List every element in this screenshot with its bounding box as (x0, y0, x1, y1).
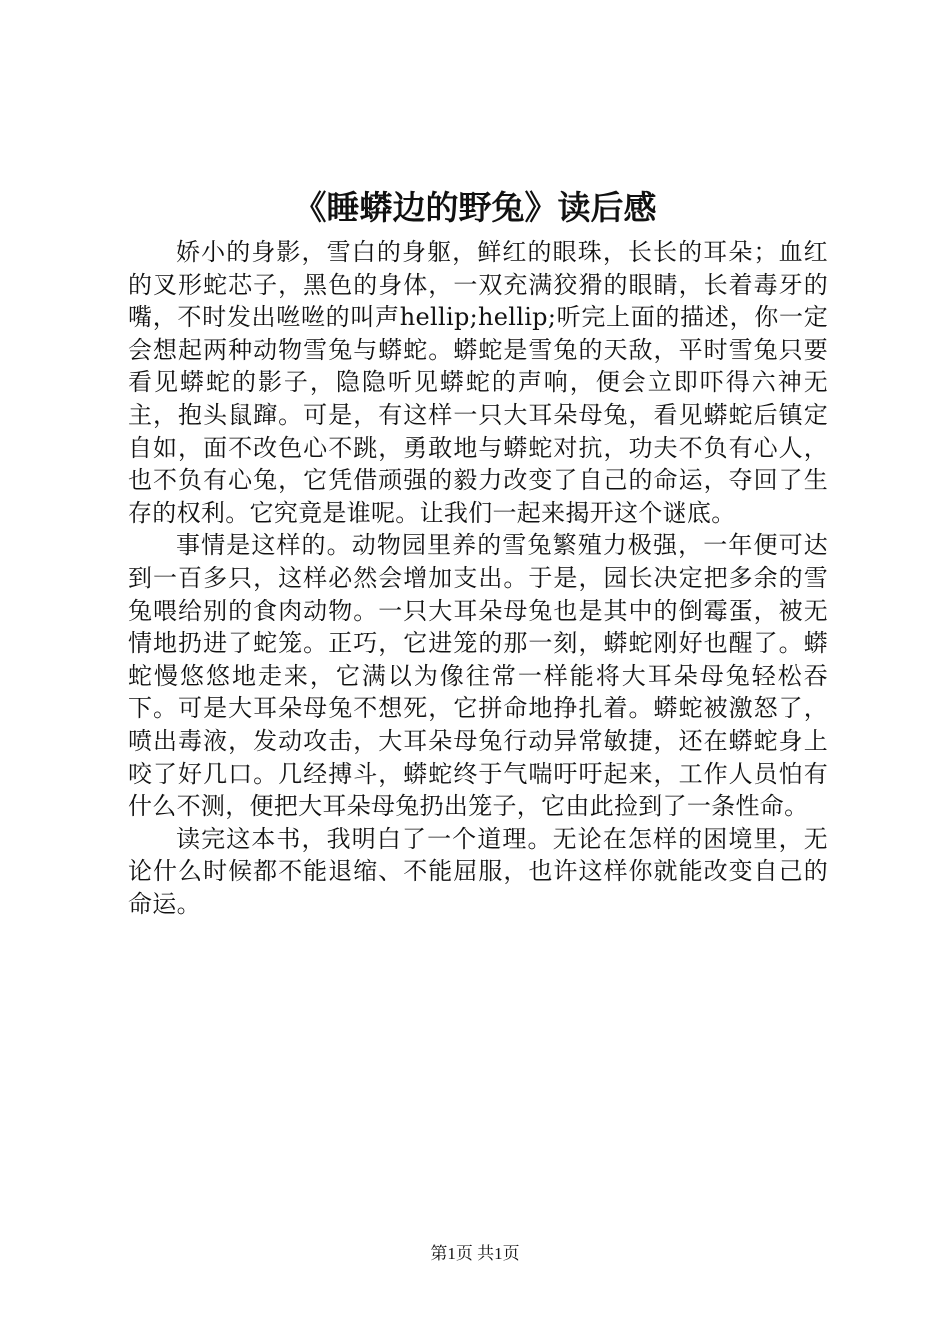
paragraph-2: 事情是这样的。动物园里养的雪兔繁殖力极强，一年便可达到一百多只，这样必然会增加支出。于是，园长决定把多余的雪兔喂给别的食肉动物。一只大耳朵母兔也是其中的倒霉蛋，被无情地扔进了蛇笼。正巧，它进笼的那一刻，蟒蛇刚好也醒了。蟒蛇慢悠悠地走来，它满以为像往常一样能将大耳朵母兔轻松吞下。可是大耳朵母兔不想死，它拼命地挣扎着。蟒蛇被激怒了，喷出毒液，发动攻击，大耳朵母兔行动异常敏捷，还在蟒蛇身上咬了好几口。几经搏斗，蟒蛇终于气喘吁吁起来，工作人员怕有什么不测，便把大耳朵母兔扔出笼子，它由此捡到了一条性命。 (128, 531, 828, 821)
paragraph-3: 读完这本书，我明白了一个道理。无论在怎样的困境里，无论什么时候都不能退缩、不能屈服，也许这样你就能改变自己的命运。 (128, 824, 828, 918)
document-title: 《睡蟒边的野兔》读后感 (293, 188, 657, 227)
page-footer: 第1页 共1页 (430, 1244, 520, 1263)
paragraph-1: 娇小的身影，雪白的身躯，鲜红的眼珠，长长的耳朵；血红的叉形蛇芯子，黑色的身体，一双充满狡猾的眼睛，长着毒牙的嘴，不时发出咝咝的叫声hellip;hellip;听完上面的描述，你一定会想起两种动物雪兔与蟒蛇。蟒蛇是雪兔的天敌，平时雪兔只要看见蟒蛇的影子，隐隐听见蟒蛇的声响，便会立即吓得六神无主，抱头鼠蹿。可是，有这样一只大耳朵母兔，看见蟒蛇后镇定自如，面不改色心不跳，勇敢地与蟒蛇对抗，功夫不负有心人，也不负有心兔，它凭借顽强的毅力改变了自己的命运，夺回了生存的权利。它究竟是谁呢。让我们一起来揭开这个谜底。 (128, 238, 828, 527)
document-body (128, 236, 828, 920)
